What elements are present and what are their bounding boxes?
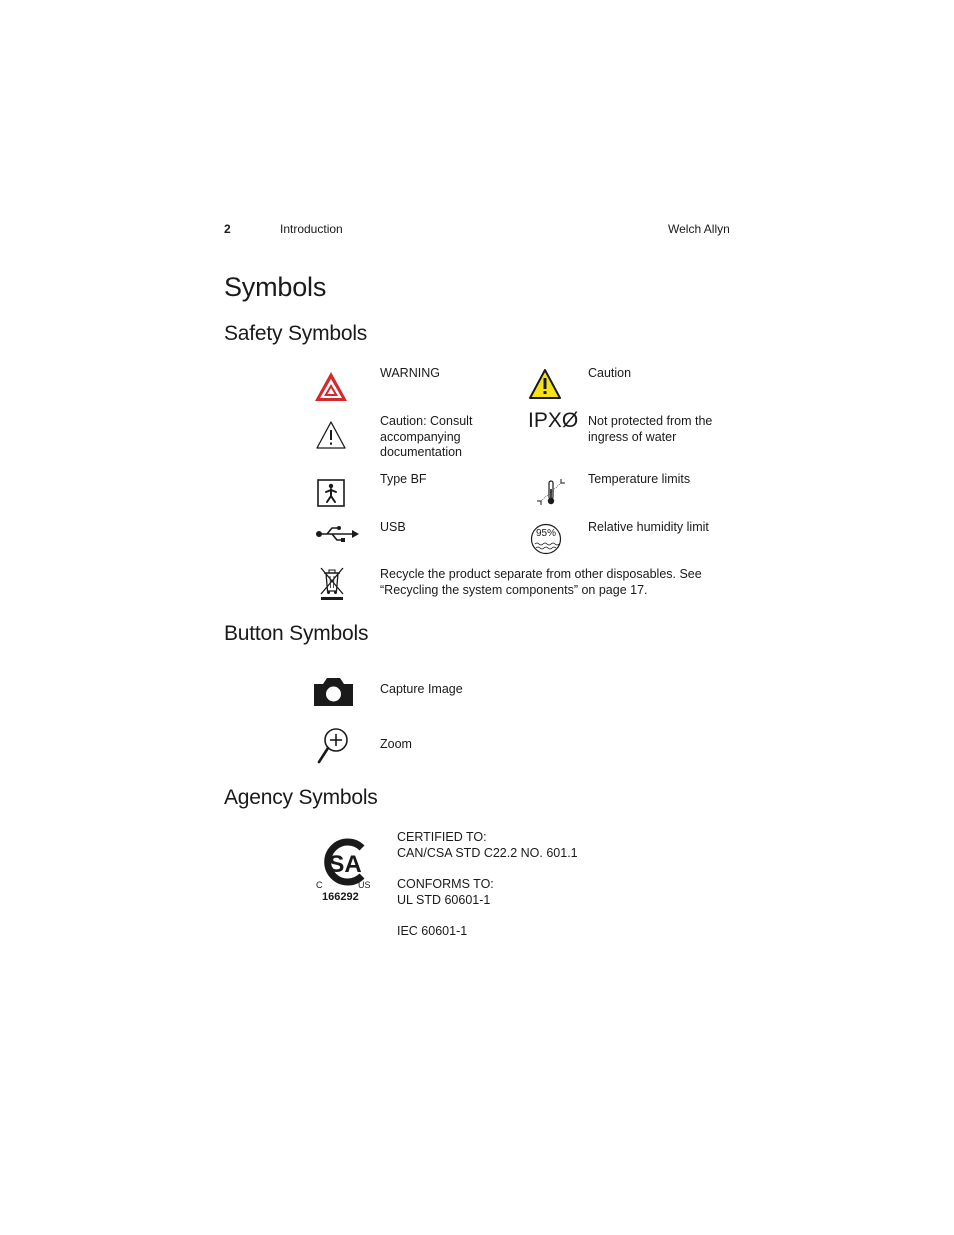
certified-label: CERTIFIED TO: bbox=[397, 830, 487, 844]
certified-standard: CAN/CSA STD C22.2 NO. 601.1 bbox=[397, 846, 578, 860]
humidity-limit-icon bbox=[530, 523, 562, 555]
csa-number: 166292 bbox=[322, 891, 359, 903]
csa-c-label: C bbox=[316, 880, 323, 890]
zoom-icon bbox=[316, 727, 350, 765]
conforms-label: CONFORMS TO: bbox=[397, 877, 494, 891]
agency-symbols-heading: Agency Symbols bbox=[224, 786, 378, 809]
consult-documentation-icon bbox=[315, 420, 347, 450]
consult-documentation-label: Caution: Consult accompanying documentation bbox=[380, 414, 473, 459]
company-name: Welch Allyn bbox=[668, 222, 730, 236]
button-symbols-heading: Button Symbols bbox=[224, 622, 369, 645]
csa-mark-icon bbox=[314, 834, 376, 906]
section-title: Introduction bbox=[280, 222, 343, 236]
camera-icon bbox=[313, 677, 354, 707]
temperature-limits-icon bbox=[535, 477, 567, 507]
page-number: 2 bbox=[224, 222, 231, 236]
water-ingress-label: Not protected from the ingress of water bbox=[588, 414, 713, 444]
warning-label: WARNING bbox=[380, 366, 440, 380]
humidity-limit-label: Relative humidity limit bbox=[588, 520, 709, 534]
conforms-standard: UL STD 60601-1 bbox=[397, 893, 491, 907]
svg-text:SA: SA bbox=[328, 851, 362, 878]
iec-standard: IEC 60601-1 bbox=[397, 924, 468, 938]
csa-us-label: US bbox=[358, 880, 371, 890]
weee-recycle-icon bbox=[319, 565, 345, 601]
caution-label: Caution bbox=[588, 366, 632, 380]
page-title: Symbols bbox=[224, 272, 327, 302]
zoom-label: Zoom bbox=[380, 737, 412, 751]
recycle-label: Recycle the product separate from other disposables. See “Recycling the system components” on page 17. bbox=[380, 567, 702, 597]
usb-icon bbox=[314, 524, 360, 544]
usb-label: USB bbox=[380, 520, 406, 534]
ipx0-icon: IPXØ bbox=[528, 409, 579, 432]
caution-yellow-icon bbox=[528, 368, 562, 400]
type-bf-icon bbox=[317, 479, 345, 507]
warning-triangle-red-icon bbox=[313, 370, 349, 404]
type-bf-label: Type BF bbox=[380, 472, 427, 486]
temperature-limits-label: Temperature limits bbox=[588, 472, 691, 486]
capture-image-label: Capture Image bbox=[380, 682, 463, 696]
safety-symbols-heading: Safety Symbols bbox=[224, 322, 368, 345]
humidity-percent: 95% bbox=[535, 528, 556, 539]
